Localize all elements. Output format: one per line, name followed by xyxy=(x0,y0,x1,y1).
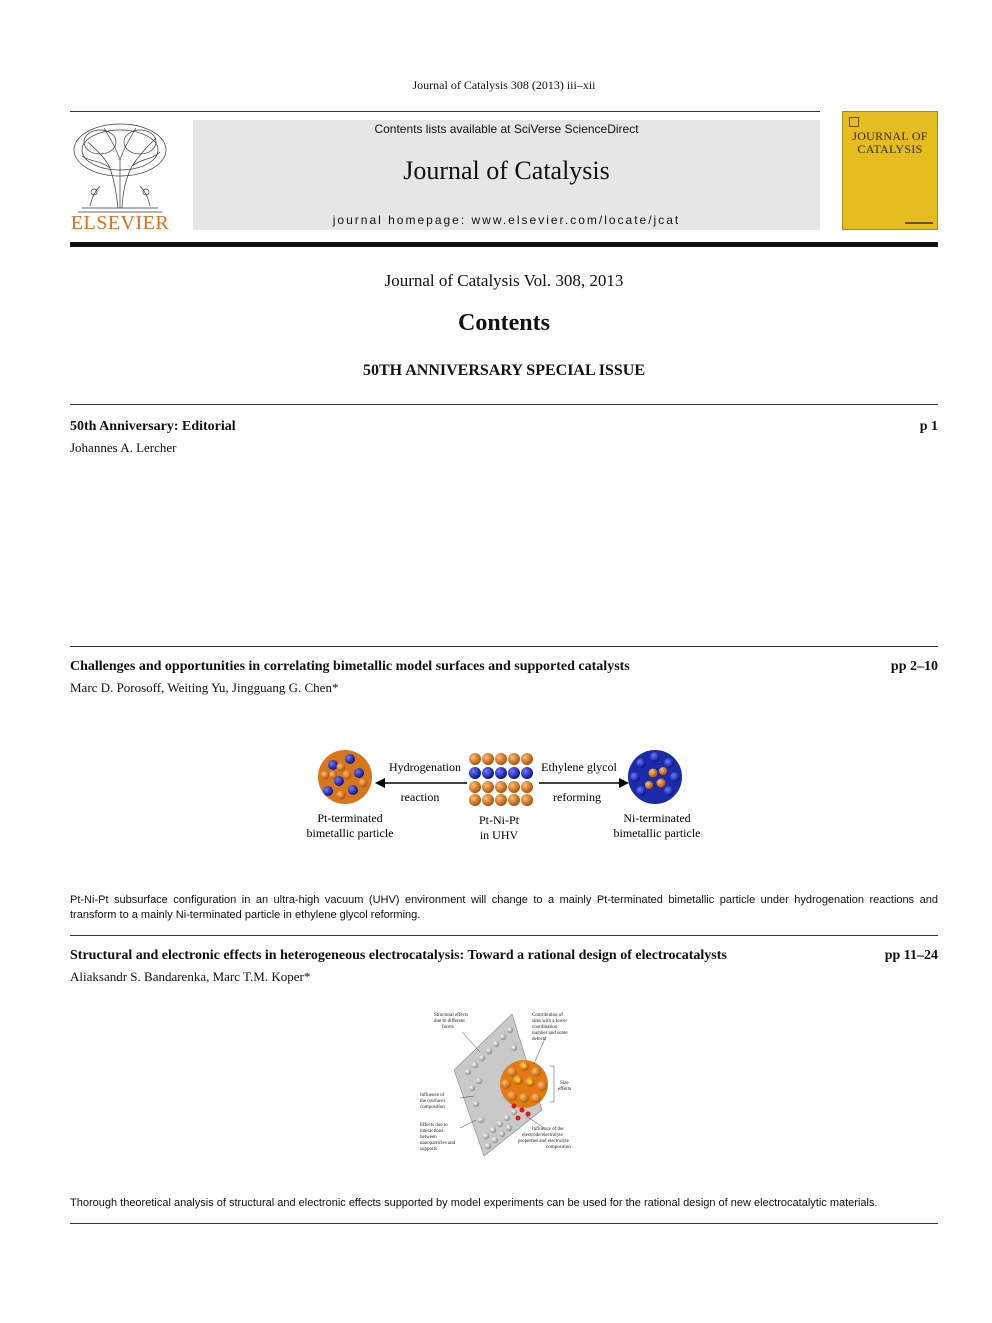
article-title[interactable]: Challenges and opportunities in correlating bimetallic model surfaces and supported catalysts xyxy=(70,659,630,674)
left-particle-label-1: Pt-terminated xyxy=(317,811,383,825)
cover-title-line2: CATALYSIS xyxy=(857,142,923,156)
cover-logo-mark xyxy=(849,117,859,127)
label-facets-2: due to different xyxy=(434,1019,465,1024)
pt-ni-pt-slab-icon xyxy=(469,753,533,806)
pt-terminated-particle-icon xyxy=(318,750,372,804)
cover-footer-mark xyxy=(905,222,933,224)
journal-banner xyxy=(193,120,820,230)
label-electrolyte-1: Influence of the xyxy=(532,1127,564,1132)
article-title[interactable]: Structural and electronic effects in heterogeneous electrocatalysis: Toward a rational design of electrocatalysts xyxy=(70,948,727,963)
left-arrow-label-top: Hydrogenation xyxy=(389,760,461,774)
journal-homepage-link[interactable]: journal homepage: www.elsevier.com/locate/jcat xyxy=(332,213,681,227)
article-authors: Marc D. Porosoff, Weiting Yu, Jingguang G. Chen* xyxy=(70,680,339,695)
label-supports-2: interactions xyxy=(420,1129,444,1134)
center-slab-label-2: in UHV xyxy=(479,828,519,842)
article-summary: Thorough theoretical analysis of structural and electronic effects supported by model experiments can be used for the rational design of new electrocatalytic materials. xyxy=(70,1197,878,1209)
article-pages: pp 11–24 xyxy=(884,948,938,963)
cover-title xyxy=(843,130,937,156)
article-pages: p 1 xyxy=(919,419,938,434)
label-supports-5: supports xyxy=(420,1147,437,1152)
special-issue-heading: 50TH ANNIVERSARY SPECIAL ISSUE xyxy=(362,362,646,379)
label-electrolyte-4: composition xyxy=(546,1145,571,1150)
volume-line: Journal of Catalysis Vol. 308, 2013 xyxy=(384,271,624,290)
article-title[interactable]: 50th Anniversary: Editorial xyxy=(70,419,236,434)
label-composition-2: the (surface) xyxy=(420,1099,446,1104)
contents-heading: Contents xyxy=(457,310,550,336)
right-particle-label-2: bimetallic particle xyxy=(613,826,701,840)
left-arrow-label-bottom: reaction xyxy=(400,790,440,804)
center-slab-label-1: Pt-Ni-Pt xyxy=(478,813,520,827)
header-thick-rule xyxy=(70,242,938,247)
right-arrow-label-top: Ethylene glycol xyxy=(541,760,617,774)
availability-text[interactable]: Contents lists available at SciVerse ScienceDirect xyxy=(374,122,639,136)
label-size-2: effects xyxy=(558,1087,572,1092)
label-supports-1: Effects due to xyxy=(420,1123,448,1128)
article-summary: Pt-Ni-Pt subsurface configuration in an ultra-high vacuum (UHV) environment will change to a mainly Pt-terminated bimetallic particle under hydrogenation reactions and transform to a mainly Ni-terminated particle in ethylene glycol reforming. xyxy=(70,894,938,921)
left-arrow-icon xyxy=(375,778,467,788)
label-size-1: Size xyxy=(560,1081,569,1086)
label-supports-4: nanoparticles and xyxy=(420,1141,456,1146)
article-separator xyxy=(70,646,938,647)
journal-title: Journal of Catalysis xyxy=(403,156,610,185)
label-coordination-5: defects xyxy=(532,1037,547,1042)
article-pages: pp 2–10 xyxy=(890,659,938,674)
article-authors: Aliaksandr S. Bandarenka, Marc T.M. Koper* xyxy=(70,969,311,984)
right-arrow-label-bottom: reforming xyxy=(553,790,601,804)
journal-cover-thumbnail xyxy=(842,111,938,230)
left-particle-label-2: bimetallic particle xyxy=(306,826,394,840)
right-particle-label-1: Ni-terminated xyxy=(623,811,691,825)
header-rule xyxy=(70,111,820,112)
label-composition-1: Influence of xyxy=(420,1093,445,1098)
elsevier-wordmark: ELSEVIER xyxy=(70,212,170,234)
article-separator xyxy=(70,935,938,936)
label-coordination-3: coordination xyxy=(532,1025,558,1030)
label-supports-3: between xyxy=(420,1135,437,1140)
label-facets-3: facets xyxy=(442,1025,454,1030)
label-coordination-1: Contribution of xyxy=(532,1013,563,1018)
label-coordination-2: sites with a lower xyxy=(532,1019,568,1024)
ni-terminated-particle-icon xyxy=(628,750,682,804)
article-authors: Johannes A. Lercher xyxy=(70,440,177,455)
graphical-abstract-bimetallic xyxy=(295,745,715,845)
article-separator xyxy=(70,1223,938,1224)
label-coordination-4: number and some xyxy=(532,1031,568,1036)
label-facets-1: Structural effects xyxy=(434,1013,469,1018)
label-electrolyte-2: electrode/electrolyte xyxy=(522,1133,563,1138)
right-arrow-icon xyxy=(539,778,629,788)
graphical-abstract-electrocatalysis xyxy=(418,1010,586,1160)
section-rule xyxy=(70,404,938,405)
journal-citation: Journal of Catalysis 308 (2013) iii–xii xyxy=(412,78,596,92)
cover-title-line1: JOURNAL OF xyxy=(852,129,928,143)
label-composition-3: composition xyxy=(420,1105,445,1110)
label-electrolyte-3: properties and electrolyte xyxy=(518,1139,569,1144)
